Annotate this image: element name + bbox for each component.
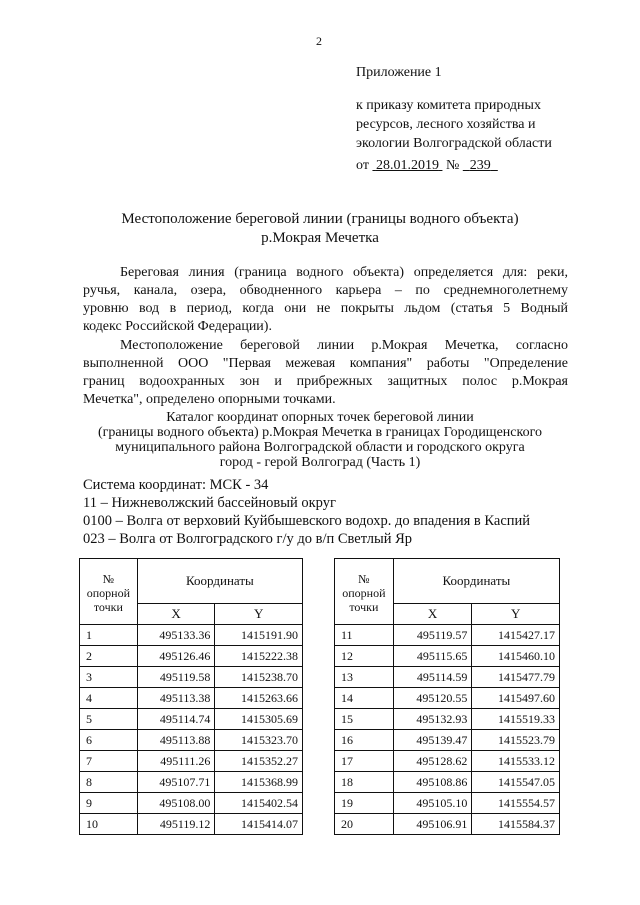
point-number-cell: 5 [80,709,138,730]
x-coordinate-cell: 495107.71 [137,772,215,793]
coordinates-header: Координаты [137,559,302,604]
table-row [80,646,303,667]
x-column-header: X [393,604,472,625]
paragraph1-line-4: кодекс Российской Федерации). [83,319,272,334]
paragraph2-line-3: границ водоохранных зон и прибрежных защитных полос р.Мокрая [83,374,568,389]
appendix-order-line-3: экологии Волгоградской области [356,136,552,151]
y-coordinate-cell: 1415584.37 [472,814,560,835]
table-row [80,709,303,730]
paragraph2-line-1: Местоположение береговой линии р.Мокрая Мечетка, согласно [120,338,568,353]
y-coordinate-cell: 1415414.07 [215,814,303,835]
point-number-cell: 18 [335,772,394,793]
point-number-cell: 12 [335,646,394,667]
x-coordinate-cell: 495113.38 [137,688,215,709]
point-number-cell: 16 [335,730,394,751]
x-coordinate-cell: 495114.74 [137,709,215,730]
catalog-title-line-2: (границы водного объекта) р.Мокрая Мечетка в границах Городищенского [97,425,542,440]
table-row [335,709,560,730]
x-coordinate-cell: 495119.58 [137,667,215,688]
table-row [335,751,560,772]
table-row [80,625,303,646]
water-section: 023 – Волга от Волгоградского г/у до в/п Светлый Яр [83,531,413,547]
x-coordinate-cell: 495133.36 [137,625,215,646]
y-coordinate-cell: 1415305.69 [215,709,303,730]
coordinates-header: Координаты [393,559,559,604]
table-row [335,688,560,709]
table-row [335,772,560,793]
y-column-header: Y [472,604,560,625]
point-number-cell: 19 [335,793,394,814]
table-row [80,751,303,772]
x-coordinate-cell: 495126.46 [137,646,215,667]
sub-basin: 0100 – Волга от верховий Куйбышевского водохр. до впадения в Каспий [83,513,531,529]
table-row [80,793,303,814]
point-number-cell: 10 [80,814,138,835]
catalog-title-line-3: муниципального района Волгоградской области и городского округа [115,440,525,455]
appendix-date-row [356,158,498,174]
point-number-cell: 3 [80,667,138,688]
appendix-order-line-2: ресурсов, лесного хозяйства и [356,117,536,132]
y-coordinate-cell: 1415523.79 [472,730,560,751]
date-prefix: от [356,158,369,173]
order-date: 28.01.2019 [375,158,439,173]
x-coordinate-cell: 495108.00 [137,793,215,814]
point-number-cell: 11 [335,625,394,646]
table-row [80,730,303,751]
page-number: 2 [316,34,322,48]
y-coordinate-cell: 1415519.33 [472,709,560,730]
x-coordinate-cell: 495113.88 [137,730,215,751]
paragraph2-line-4: Мечетка", определено опорными точками. [83,392,336,407]
point-number-cell: 7 [80,751,138,772]
y-coordinate-cell: 1415477.79 [472,667,560,688]
x-coordinate-cell: 495120.55 [393,688,472,709]
y-coordinate-cell: 1415402.54 [215,793,303,814]
x-coordinate-cell: 495106.91 [393,814,472,835]
point-number-cell: 20 [335,814,394,835]
table-row [80,772,303,793]
x-coordinate-cell: 495108.86 [393,772,472,793]
point-number-cell: 14 [335,688,394,709]
x-coordinate-cell: 495128.62 [393,751,472,772]
order-number: 239 [469,158,491,173]
point-number-header: № опорной точки [80,559,138,625]
x-coordinate-cell: 495105.10 [393,793,472,814]
y-coordinate-cell: 1415238.70 [215,667,303,688]
table-row [335,646,560,667]
paragraph1-line-2: ручья, канала, озера, обводненного карьера – по среднемноголетнему [83,283,568,298]
basin-district: 11 – Нижневолжский бассейновый округ [83,495,336,511]
x-coordinate-cell: 495132.93 [393,709,472,730]
coordinate-system: Система координат: МСК - 34 [83,477,269,493]
y-coordinate-cell: 1415323.70 [215,730,303,751]
x-coordinate-cell: 495119.12 [137,814,215,835]
table-row [335,793,560,814]
y-coordinate-cell: 1415554.57 [472,793,560,814]
point-number-header: № опорной точки [335,559,394,625]
x-coordinate-cell: 495111.26 [137,751,215,772]
y-coordinate-cell: 1415191.90 [215,625,303,646]
table-row [335,625,560,646]
heading-line-1: Местоположение береговой линии (границы водного объекта) [121,211,519,227]
point-number-cell: 17 [335,751,394,772]
coordinates-table-left [79,558,303,835]
catalog-title-line-1: Каталог координат опорных точек береговой линии [166,410,474,425]
y-coordinate-cell: 1415547.05 [472,772,560,793]
y-coordinate-cell: 1415533.12 [472,751,560,772]
table-row [335,667,560,688]
y-coordinate-cell: 1415263.66 [215,688,303,709]
heading-line-2: р.Мокрая Мечетка [261,230,379,246]
x-coordinate-cell: 495114.59 [393,667,472,688]
point-number-cell: 4 [80,688,138,709]
table-row [80,688,303,709]
y-coordinate-cell: 1415460.10 [472,646,560,667]
y-coordinate-cell: 1415352.27 [215,751,303,772]
paragraph2-line-2: выполненной ООО "Первая межевая компания" работы "Определение [83,356,568,371]
table-row [80,814,303,835]
point-number-cell: 1 [80,625,138,646]
x-coordinate-cell: 495139.47 [393,730,472,751]
appendix-title: Приложение 1 [356,65,442,80]
point-number-cell: 13 [335,667,394,688]
y-coordinate-cell: 1415427.17 [472,625,560,646]
point-number-cell: 8 [80,772,138,793]
table-row [80,667,303,688]
paragraph1-line-1: Береговая линия (граница водного объекта) определяется для: реки, [120,265,568,280]
y-coordinate-cell: 1415497.60 [472,688,560,709]
catalog-title-line-4: город - герой Волгоград (Часть 1) [219,455,421,470]
coordinates-table-right [334,558,560,835]
x-coordinate-cell: 495115.65 [393,646,472,667]
number-sign: № [445,158,460,173]
x-coordinate-cell: 495119.57 [393,625,472,646]
x-column-header: X [137,604,215,625]
point-number-cell: 6 [80,730,138,751]
table-row [335,814,560,835]
y-column-header: Y [215,604,303,625]
point-number-cell: 2 [80,646,138,667]
y-coordinate-cell: 1415222.38 [215,646,303,667]
paragraph1-line-3: уровню вод в период, когда они не покрыты льдом (статья 5 Водный [83,301,568,316]
appendix-order-line-1: к приказу комитета природных [356,98,541,113]
point-number-cell: 15 [335,709,394,730]
table-row [335,730,560,751]
point-number-cell: 9 [80,793,138,814]
y-coordinate-cell: 1415368.99 [215,772,303,793]
